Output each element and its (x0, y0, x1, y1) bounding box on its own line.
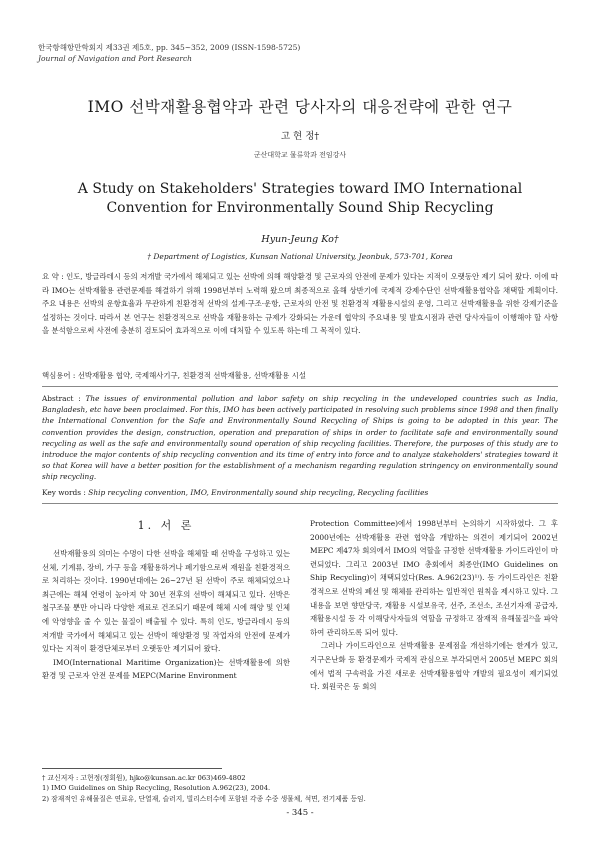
english-abstract-label: Abstract : (42, 394, 81, 403)
english-keywords (42, 486, 558, 500)
korean-author: 고 현 정† (280, 131, 320, 142)
korean-keywords (42, 369, 558, 383)
body-paragraph: 그러나 가이드라인으로 선박재활용 문제점을 개선하기에는 한계가 있고, 지구온난화 등 환경문제가 국제적 관심으로 부각되면서 2005년 MEPC 회의에서 법적 구속력을 가진 새로운 선박재활용협약 개발의 필요성이 제기되었다. 회원국은 동 회의 (310, 641, 558, 692)
english-keywords-text: Ship recycling convention, IMO, Environmentally sound ship recycling, Recycling facilities (88, 488, 429, 497)
journal-header (38, 42, 300, 64)
english-abstract-text: The issues of environmental pollution and labor safety on ship recycling in the undeveloped countries such as India, Bangladesh, etc have been proclaimed. For this, IMO has been actively participated in resolving such problems since 1998 and then finally the International Convention for the Safe and Environmentally Sound Recycling of Ships is going to be adopted in this year. The convention provides the design, construction, operation and preparation of ships in order to facilitate safe and environmentally sound recycling as well as the safe and environmentally sound operation of ship recycling facilities. Therefore, the purposes of this study are to introduce the major contents of ship recycling convention and its time of entry into force and to analyze stakeholders' strategies toward it so that Korea will have a better position for the establishment of a mechanism regarding regulation stringency on environmentally sound ship recycling. (42, 394, 558, 482)
footnote-corresponding: † 교신저자 : 고현정(정회원), hjko@kunsan.ac.kr 063)469-4802 (42, 774, 246, 782)
korean-affiliation: 군산대학교 물류학과 전임강사 (253, 151, 347, 159)
footnote-divider (42, 768, 222, 769)
footnote-2: 2) 잠재적인 유해물질은 연료유, 단열재, 슬러지, 빌리스터수에 포함된 각종 수중 생물체, 석면, 전기제품 등임. (42, 794, 366, 803)
body-paragraph: 선박재활용의 의미는 수명이 다한 선박을 해체할 때 선박을 구성하고 있는 선체, 기계류, 장비, 가구 등을 재활용하거나 폐기함으로써 재원을 친환경적으로 처리하는 것이다. 1990년대에는 26~27년 된 선박이 주로 해체되었으나 최근에는 해체 연령이 높아져 약 30년 전후의 선박이 해체되고 있다. 선박은 철구조물 뿐만 아니라 다양한 재료로 건조되기 때문에 해체 시에 해양 및 인체에 악영향을 줄 수 있는 물질이 배출될 수 있다. 특히 인도, 방글라데시 등의 저개발 국가에서 해체되고 있는 선박이 해양환경 및 작업자의 안전에 문제가 있다는 지적이 환경단체로부터 오랫동안 제기되어 왔다. (42, 549, 290, 654)
abstract-divider-top (42, 386, 558, 387)
korean-abstract (42, 270, 558, 338)
journal-name: Journal of Navigation and Port Research (38, 54, 192, 63)
korean-keywords-text: 선박재활용 협약, 국제해사기구, 친환경적 선박재활용, 선박재활용 시설 (77, 371, 306, 380)
section-heading: 1. 서 론 (137, 519, 195, 532)
english-abstract (42, 393, 558, 483)
page-number: - 345 - (286, 808, 314, 818)
korean-title: IMO 선박재활용협약과 관련 당사자의 대응전략에 관한 연구 (87, 98, 513, 116)
korean-abstract-text: 인도, 방글라데시 등의 저개발 국가에서 해체되고 있는 선박에 의해 해양환경 및 근로자의 안전에 문제가 있다는 지적이 오랫동안 제기 되어 왔다. 이에 따라 IMO는 선박재활용 관련문제를 해결하기 위해 1998년부터 노력해 왔으며 최종적으로 올해 상반기에 국제적 강제수단인 선박재활용협약을 채택할 계획이다. 주요 내용은 선박의 운항효율과 무관하게 친환경적 선박의 설계·구조·운항, 근로자의 안전 및 친환경적 재활용시설의 운영, 그리고 선박재활용을 위한 강제기준을 설정하는 것이다. 따라서 본 연구는 친환경적으로 선박을 재활용하는 규제가 강화되는 가운데 협약의 주요내용 및 발효시점과 관련 당사자들이 이행해야 할 사항을 분석함으로써 사전에 충분히 검토되어 효과적으로 이에 대처할 수 있도록 하는데 그 목적이 있다. (42, 272, 558, 335)
english-author: Hyun-Jeung Ko† (261, 234, 339, 245)
journal-info-line: 한국항해항만학회지 제33권 제5호, pp. 345~352, 2009 (ISSN-1598-5725) (38, 43, 301, 52)
korean-keywords-label: 핵심용어 : (42, 371, 76, 380)
english-title: A Study on Stakeholders' Strategies toward IMO International Convention for Environmentally Sound Ship Recycling (77, 181, 523, 216)
english-affiliation: † Department of Logistics, Kunsan National University, Jeonbuk, 573-701, Korea (147, 252, 453, 261)
body-paragraph: IMO(International Maritime Organization)는 선박재활용에 의한 환경 및 근로자 안전 문제를 MEPC(Marine Environment (42, 657, 290, 681)
english-keywords-label: Key words : (42, 488, 86, 497)
body-column-right (310, 517, 558, 694)
korean-abstract-label: 요 약 : (42, 272, 64, 281)
footnotes (42, 773, 558, 804)
body-column-left (42, 547, 290, 683)
body-paragraph: Protection Committee)에서 1998년부터 논의하기 시작하였다. 그 후 2000년에는 선박재활용 관련 협약을 개발하는 의견이 제기되어 2002년 MEPC 제47차 회의에서 IMO의 역할을 규정한 선박재활용 가이드라인이 마련되었다. 그리고 2003년 IMO 총회에서 최종안(IMO Guidelines on Ship Recycling)이 채택되었다(Res. A.962(23)¹⁾). 동 가이드라인은 친환경적으로 선박의 폐선 및 해체를 관리하는 일반적인 원칙을 제시하고 있다. 그 내용을 보면 향만당국, 재활용 시설보유국, 선주, 조선소, 조선기자재 공급자, 재활용시설 등 각 이해당사자들의 역할을 규정하고 잠재적 유해물질²⁾을 파악하여 관리하도록 되어 있다. (310, 519, 558, 637)
abstract-divider-bottom (42, 503, 558, 504)
footnote-1: 1) IMO Guidelines on Ship Recycling, Resolution A.962(23), 2004. (42, 784, 271, 793)
